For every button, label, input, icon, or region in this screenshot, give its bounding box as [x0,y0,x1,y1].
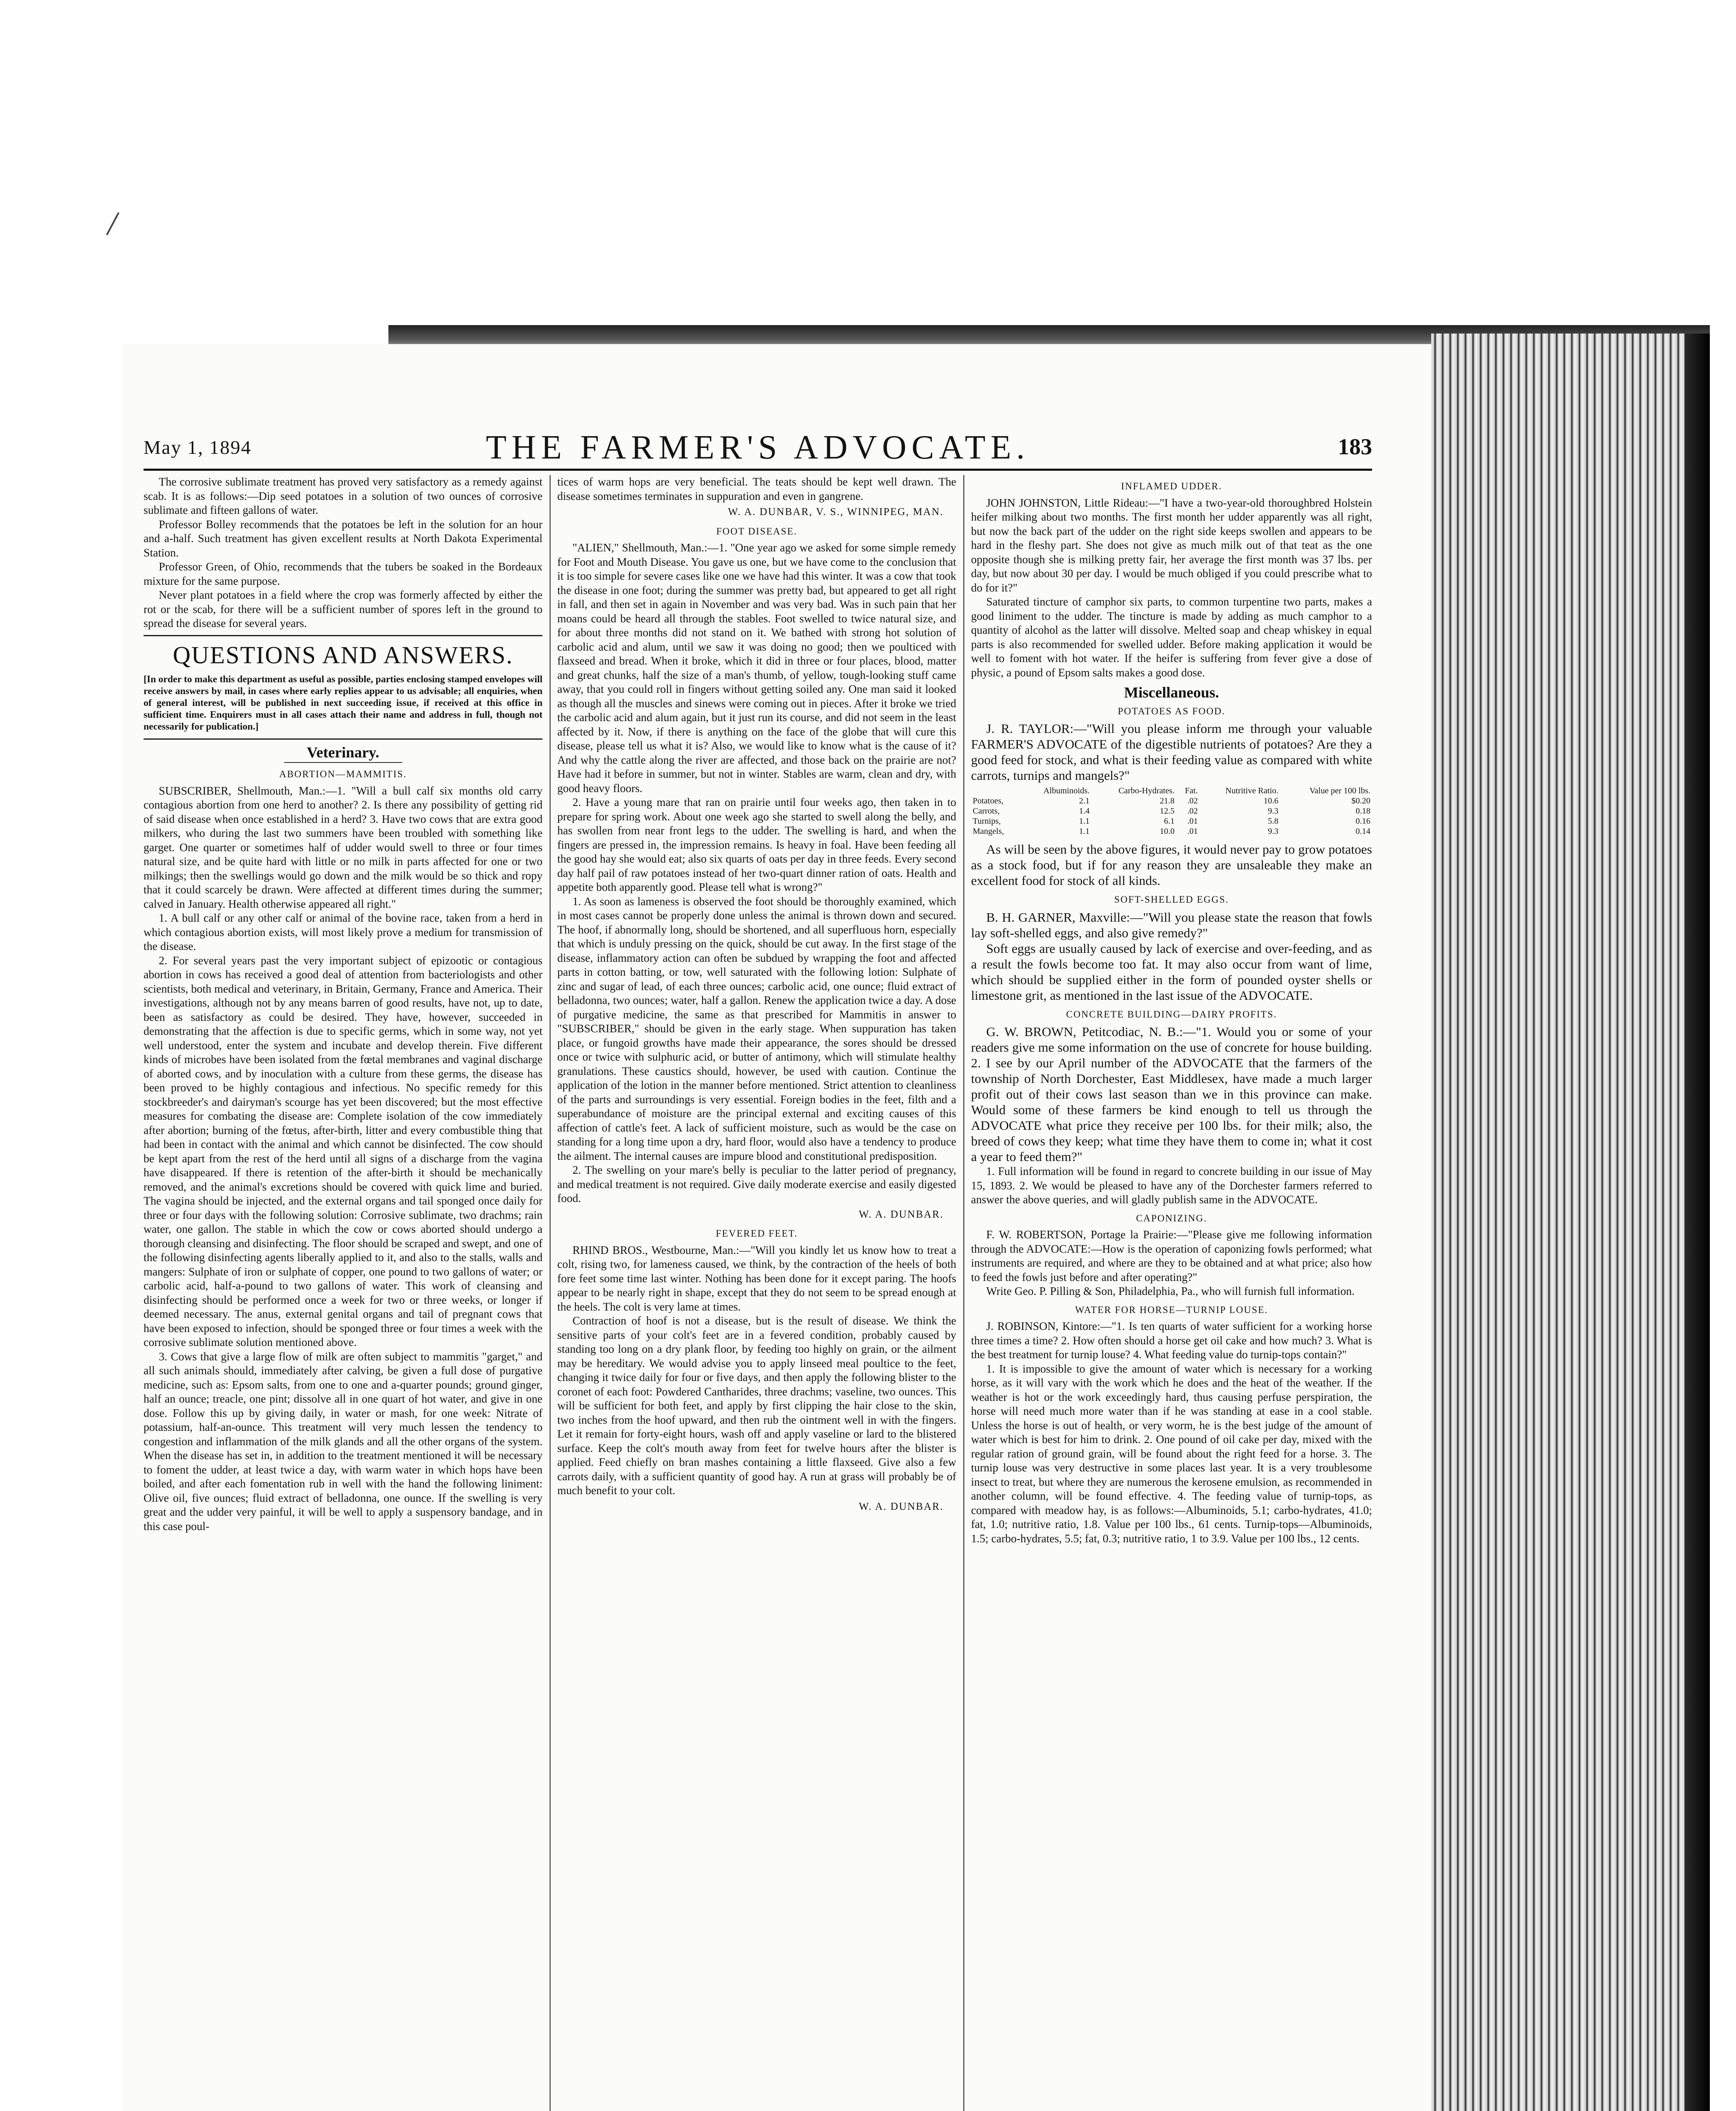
answer: Soft eggs are usually caused by lack of exercise and over-feeding, and as a result the fowls become too fat. It may also occur from want of lime, which should be supplied either in the form of pounded oyster shells or limestone grit, as mentioned in the last issue of the ADVOCATE. [971,941,1372,1003]
table-cell: 2.1 [1079,796,1090,806]
subheading: SOFT-SHELLED EGGS. [1114,894,1229,905]
table-cell: 9.3 [1268,827,1279,836]
column-rule [550,475,551,2111]
book-edge-shadow [1684,334,1710,2111]
table-cell: 10.0 [1160,827,1175,836]
table-cell: .02 [1187,806,1198,816]
table-cell: 1.4 [1079,806,1090,816]
question: 2. Have a young mare that ran on prairie until four weeks ago, then taken in to prepare for spring work. About one week ago she started to swell along the belly, and has swollen from near front legs to the udder. The swelling is hard, and when the fingers are pressed in, the impression remains. Is heavy in foal. Have been feeding all the good hay she would eat; also six quarts of oats per day in three feeds. Every second day half pail of raw potatoes instead of her two-quart dinner ration of oats. Health and appetite both apparently good. Please tell what is wrong?" [557,796,956,893]
table-cell: $0.20 [1351,796,1370,806]
table-cell: 12.5 [1160,806,1175,816]
table-cell: 10.6 [1264,796,1279,806]
nutrients-table [971,786,1372,836]
question: F. W. ROBERTSON, Portage la Prairie:—"Please give me following information through the ADVOCATE:—How is the operation of caponizing fowls performed; what instruments are required, and where are they to be obtained and at what price; also how to feed the fowls just before and after operating?" [971,1228,1372,1283]
page-header [144,429,1372,466]
answer: As will be seen by the above figures, it would never pay to grow potatoes as a stock food, but if for any reason they are unsaleable they make an excellent food for stock of all kinds. [971,842,1372,888]
section-heading-miscellaneous: Miscellaneous. [1124,684,1219,701]
table-row [971,806,1372,816]
scan-mark [106,212,119,236]
answer: Saturated tincture of camphor six parts, to common turpentine two parts, makes a good liniment to the udder. The tincture is made by adding as much camphor to a quantity of alcohol as the latter will dissolve. Melted soap and cheap whiskey in equal parts is also recommended for swelled udder. Before making application it would be well to foment with hot water. If the heifer is suffering from fever give a dose of physic, a pound of Epsom salts makes a good dose. [971,595,1372,679]
subheading: CAPONIZING. [1136,1213,1207,1224]
column-2 [557,475,956,2111]
subheading: ABORTION—MAMMITIS. [279,769,407,779]
page-number: 183 [1338,434,1372,459]
book-page-edges [1431,334,1701,2111]
table-cell: 9.3 [1268,806,1279,816]
subheading: FOOT DISEASE. [716,526,797,537]
question: J. ROBINSON, Kintore:—"1. Is ten quarts of water sufficient for a working horse three times a time? 2. How often should a horse get oil cake and how much? 3. What is the best treatment for turnip louse? 4. What feeding value do turnip-tops contain?" [971,1320,1372,1361]
table-header-cell [971,786,1020,796]
signature: W. A. DUNBAR. [859,1500,944,1512]
table-row [971,816,1372,826]
table-cell: Mangels, [973,827,1004,836]
table-row [971,826,1372,836]
table-cell: 1.1 [1079,827,1090,836]
table-header-cell: Value per 100 lbs. [1309,786,1370,795]
masthead-title: THE FARMER'S ADVOCATE. [486,429,1030,466]
table-cell: 21.8 [1160,796,1175,806]
table-cell: 0.18 [1356,806,1370,816]
column-1 [144,475,542,2111]
editorial-note: [In order to make this department as useful as possible, parties enclosing stamped envelopes will receive answers by mail, in cases where early replies appear to us advisable; all enquiries, when of general interest, will be published in next succeeding issue, if received at this office in sufficient time. Enquirers must in all cases attach their name and address in full, though not necessarily for publication.] [144,673,542,740]
table-header-cell: Albuminoids. [1043,786,1090,795]
header-rule [144,469,1372,471]
table-header-cell: Carbo-Hydrates. [1118,786,1175,795]
subheading: INFLAMED UDDER. [1121,481,1222,491]
section-heading-veterinary: Veterinary. [307,743,380,761]
table-cell: 6.1 [1164,817,1175,826]
table-cell: 1.1 [1079,817,1090,826]
table-cell: .01 [1187,827,1198,836]
question: B. H. GARNER, Maxville:—"Will you please state the reason that fowls lay soft-shelled eggs, and also give remedy?" [971,909,1372,940]
table-cell: Turnips, [973,817,1001,826]
table-cell: 0.16 [1356,817,1370,826]
answer: 1. As soon as lameness is observed the foot should be thoroughly examined, which in most cases cannot be properly done unless the animal is thrown down and secured. The hoof, if abnormally long, should be shortened, and all superfluous horn, especially that which is unduly pressing on the quick, should be cut away. In the first stage of the disease, inflammatory action can often be subdued by wrapping the foot and affected parts in cotton batting, or tow, well saturated with the following lotion: Sulphate of zinc and sugar of lead, of each three ounces; carbolic acid, one ounce; fluid extract of belladonna, two ounces; water, half a gallon. Renew the application twice a day. A dose of purgative medicine, the same as that prescribed for Mammitis in answer to "SUBSCRIBER," should be given in the early stage. When suppuration has taken place, or fungoid growths have made their appearance, the sores should be dressed once or twice with sulphuric acid, or butter of antimony, which will stimulate healthy granulations. These caustics should, however, be used with caution. Continue the application of the lotion in the manner before mentioned. Strict attention to cleanliness of the parts and surroundings is very essential. Foreign bodies in the feet, filth and a superabundance of moisture are the principal external and exciting causes of this affection of cattle's feet. A lack of sufficient moisture, such as would be the case on standing for a long time upon a dry, hard floor, would also have a tendency to produce the ailment. The internal causes are impure blood and constitutional predisposition. [557,895,956,1162]
answer: 1. A bull calf or any other calf or animal of the bovine race, taken from a herd in which contagious abortion exists, will most likely prove a medium for transmission of the disease. [144,912,542,952]
question: J. R. TAYLOR:—"Will you please inform me through your valuable FARMER'S ADVOCATE of the digestible nutrients of potatoes? Are they a good feed for stock, and what is their feeding value as compared with white carrots, turnips and mangels?" [971,721,1372,783]
answer: 3. Cows that give a large flow of milk are often subject to mammitis "garget," and all such animals should, immediately after calving, be given a full dose of purgative medicine, such as: Epsom salts, from one to one and a-quarter pounds; ground ginger, half an ounce; treacle, one pint; dissolve all in one quart of hot water, and give in one dose. Follow this up by giving daily, in water or mash, for one week: Nitrate of potassium, half-an-ounce. This treatment will very much lessen the tendency to congestion and inflammation of the milk glands and all the other organs of the system. When the disease has set in, in addition to the treatment mentioned it will be necessary to foment the udder, at least twice a day, with warm water in which hops have been boiled, and after each fomentation rub in well with the hand the following liniment: Olive oil, five ounces; fluid extract of belladonna, one ounce. If the swelling is very great and the udder very painful, it will be well to apply a suspensory bandage, and in this case poul- [144,1350,542,1533]
question: JOHN JOHNSTON, Little Rideau:—"I have a two-year-old thoroughbred Holstein heifer milking about two months. The first month her udder apparently was all right, but now the back part of the udder on the right side keeps swollen and appears to be hard in the fleshy part. She does not give as much milk out of that teat as the one opposite though she is milking pretty fair, her average the first month was 37 lbs. per day, but now about 30 per day. I would be much obliged if you could prescribe what to do for it?" [971,496,1372,594]
answer: Contraction of hoof is not a disease, but is the result of disease. We think the sensitive parts of your colt's feet are in a fevered condition, probably caused by standing too long on a dry plank floor, by feeding too highly on grain, or the ailment may be hereditary. We would advise you to apply linseed meal poultice to the feet, changing it twice daily for four or five days, and then apply the following blister to the coronet of each foot: Powdered Cantharides, three drachms; vaseline, two ounces. This will be sufficient for both feet, and apply by first clipping the hair close to the skin, two inches from the hoof upward, and then rub the ointment well in with the fingers. Let it remain for forty-eight hours, wash off and apply vaseline or lard to the blistered surface. Keep the colt's mouth away from feet for twelve hours after the blister is applied. Feed chiefly on bran mashes containing a little flaxseed. Give also a few carrots daily, with a sufficient quantity of good hay. A run at grass will probably be of much benefit to your colt. [557,1314,956,1497]
signature: W. A. DUNBAR, V. S., WINNIPEG, MAN. [728,506,944,518]
signature: W. A. DUNBAR. [859,1208,944,1220]
table-cell: 5.8 [1268,817,1279,826]
paragraph: Never plant potatoes in a field where the crop was formerly affected by either the rot or the scab, for there will be a sufficient number of spores left in the ground to spread the disease for several years. [144,589,542,630]
answer: 1. It is impossible to give the amount of water which is necessary for a working horse, as it will vary with the work which he does and the heat of the weather. If the weather is hot or the work exceedingly hard, thus causing perfuse perspiration, the horse will need much more water than if he was standing at ease in a cool stable. Unless the horse is out of health, or very worm, he is the best judge of the amount of water which is best for him to drink. 2. One pound of oil cake per day, mixed with the regular ration of ground grain, will be found about the right feed for a horse. 3. The turnip louse was very destructive in some places last year. It is a very troublesome insect to treat, but where they are numerous the kerosene emulsion, as recommended in another column, will be found effective. 4. The feeding value of turnip-tops, as compared with meadow hay, is as follows:—Albuminoids, 5.1; carbo-hydrates, 41.0; fat, 1.0; nutritive ratio, 1.8. Value per 100 lbs., 61 cents. Turnip-tops—Albuminoids, 1.5; carbo-hydrates, 5.5; fat, 0.3; nutritive ratio, 1 to 3.9. Value per 100 lbs., 12 cents. [971,1362,1372,1545]
subheading: CONCRETE BUILDING—DAIRY PROFITS. [1066,1009,1277,1020]
question: SUBSCRIBER, Shellmouth, Man.:—1. "Will a bull calf six months old carry contagious abortion from one herd to another? 2. Is there any possibility of getting rid of said disease when once established in a herd? 3. Have two cows that are extra good milkers, who during the last two summers have been troubled with something like garget. One quarter or sometimes half of udder would swell to three or four times natural size, and be quite hard with little or no milk in parts affected for one or two milkings; then the swellings would go down and the milk would be so thick and ropy that it could scarcely be drawn. Were affected at different times during the summer; calved in January. Health otherwise appeared all right." [144,784,542,910]
subheading: FEVERED FEET. [716,1228,798,1239]
paragraph: Professor Bolley recommends that the potatoes be left in the solution for an hour and a-half. Such treatment has given excellent results at North Dakota Experimental Station. [144,518,542,559]
subheading: POTATOES AS FOOD. [1118,705,1226,716]
paragraph: Professor Green, of Ohio, recommends that the tubers be soaked in the Bordeaux mixture for the same purpose. [144,560,542,587]
table-header-cell: Nutritive Ratio. [1225,786,1279,795]
question: RHIND BROS., Westbourne, Man.:—"Will you kindly let us know how to treat a colt, rising two, for lameness caused, we think, by the contraction of the heels of both fore feet some time last winter. Nothing has been done for it except paring. The hoofs appear to be nearly right in shape, except that they do not seem to be spread enough at the heels. The colt is very lame at times. [557,1243,956,1313]
divider [284,762,402,763]
question: G. W. BROWN, Petitcodiac, N. B.:—"1. Would you or some of your readers give me some information on the use of concrete for house building. 2. I see by our April number of the ADVOCATE that the farmers of the township of North Dorchester, East Middlesex, have made a much larger profit out of their cows last season than we in this province can make. Would some of these farmers be kind enough to tell us through the ADVOCATE what price they receive per 100 lbs. for their milk; also, the breed of cows they keep; what time they have them to come in; what it cost a year to feed them?" [971,1024,1372,1164]
issue-date: May 1, 1894 [144,437,252,458]
answer: 1. Full information will be found in regard to concrete building in our issue of May 15, 1893. 2. We would be pleased to have any of the Dorchester farmers referred to answer the above queries, and will gladly publish same in the ADVOCATE. [971,1165,1372,1206]
table-cell: Carrots, [973,806,1000,816]
table-header-row [971,786,1372,796]
paragraph: tices of warm hops are very beneficial. The teats should be kept well drawn. The disease sometimes terminates in suppuration and even in gangrene. [557,475,956,502]
table-header-cell: Fat. [1185,786,1198,795]
column-3 [971,475,1372,2111]
question: "ALIEN," Shellmouth, Man.:—1. "One year ago we asked for some simple remedy for Foot and Mouth Disease. You gave us one, but we have come to the conclusion that it is too simple for severe cases like one we have had this winter. It was a cow that took the disease in one foot; during the summer was pretty bad, but appeared to get all right in fall, and then set in again in November and was very bad. Was in such pain that her moans could be heard all through the stables. Foot swelled to twice natural size, and for about three months did not stand on it. We bathed with strong hot solution of carbolic acid and alum, until we saw it was doing no good; then we poulticed with flaxseed and bread. When it broke, which it did in three or four places, blood, matter and great chunks, half the size of a man's thumb, of yellow, tough-looking stuff came away, that you could roll in fingers without getting soiled any. One man said it looked as though all the muscles and sinews were coming out in pieces. After it broke we tried the carbolic acid and alum again, but it just run its course, and did not seem in the least affected by it. Now, if there is anything on the face of the globe that will cure this disease, please tell us what it is? Also, we would like to know what is the cause of it? And why the cattle along the river are affected, and those back on the prairie are not? Have had it before in summer, but not in winter. Stables are warm, clean and dry, with good heavy floors. [557,541,956,795]
table-row [971,796,1372,806]
subheading: WATER FOR HORSE—TURNIP LOUSE. [1075,1304,1268,1315]
table-cell: Potatoes, [973,796,1004,806]
table-cell: 0.14 [1356,827,1370,836]
answer: 2. The swelling on your mare's belly is peculiar to the latter period of pregnancy, and medical treatment is not required. Give daily moderate exercise and easily digested food. [557,1164,956,1205]
table-cell: .01 [1187,817,1198,826]
answer: Write Geo. P. Pilling & Son, Philadelphia, Pa., who will furnish full information. [986,1285,1355,1297]
answer: 2. For several years past the very important subject of epizootic or contagious abortion in cows has received a good deal of attention from bacteriologists and other scientists, both medical and veterinary, in Britain, Germany, France and America. Their investigations, although not by any means barren of good results, have not, up to date, been as satisfactory as could be desired. They have, however, succeeded in demonstrating that the affection is due to specific germs, which in some way, not yet well understood, enter the system and incubate and develop therein. Five different kinds of microbes have been isolated from the fœtal membranes and vaginal discharge of aborted cows, and by inoculation with a culture from these germs, the disease has been proved to be highly contagious and infectious. No specific remedy for this stockbreeder's and dairyman's scourge has yet been discovered; but the most effective measures for combating the disease are: Complete isolation of the cow immediately after abortion; burning of the fœtus, after-birth, litter and every combustible thing that had been in contact with the animal and which cannot be disinfected. The cow should be kept apart from the rest of the herd until all signs of a discharge from the vagina have disappeared. If there is retention of the after-birth it should be mechanically removed, and the animal's excretions should be covered with quick lime and buried. The vagina should be injected, and the external organs and tail sponged once daily for three or four days with the following solution: Corrosive sublimate, two drachms; rain water, one gallon. The stable in which the cow or cows aborted should undergo a thorough cleansing and disinfecting. The floor should be scraped and swept, and one of the following disinfecting agents liberally applied to it, and also to the stalls, walls and mangers: Sulphate of iron or sulphate of copper, one pound to two gallons of water; or carbolic acid, half-a-pound to two gallons of water. This work of cleansing and disinfecting should be performed once a week for two or three weeks, or longer if deemed necessary. The anus, external genital organs and tail of pregnant cows that have been exposed to infection, should be sponged three or four times a week with the corrosive sublimate solution mentioned above. [144,954,542,1349]
column-rule [963,475,964,2111]
section-title-questions-answers: QUESTIONS AND ANSWERS. [144,635,542,669]
table-cell: .02 [1187,796,1198,806]
paragraph: The corrosive sublimate treatment has proved very satisfactory as a remedy against scab. It is as follows:—Dip seed potatoes in a solution of two ounces of corrosive sublimate and fifteen gallons of water. [144,475,542,516]
